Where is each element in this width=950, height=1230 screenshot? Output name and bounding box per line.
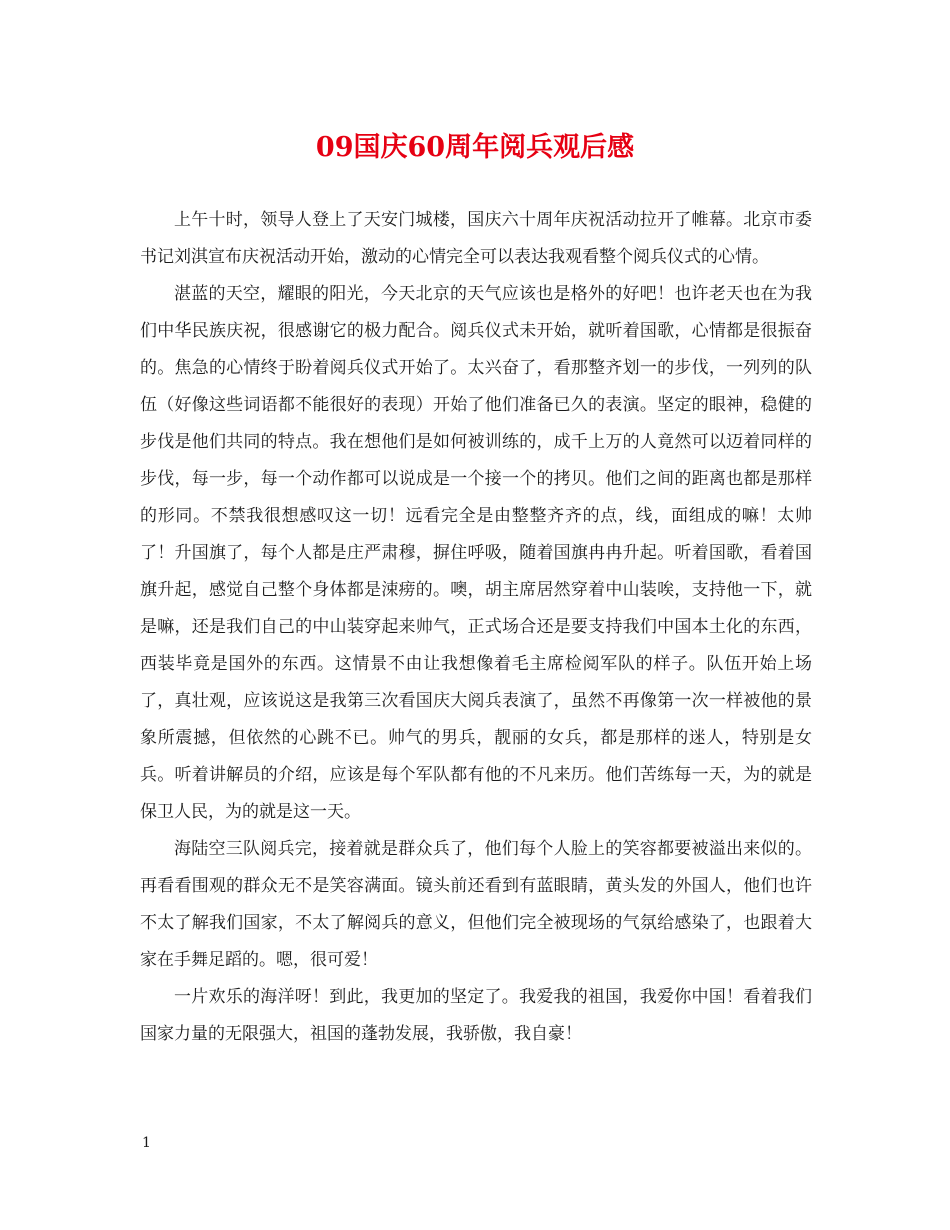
paragraph-2: 湛蓝的天空，耀眼的阳光，今天北京的天气应该也是格外的好吧！也许老天也在为我们中华民族庆祝，很感谢它的极力配合。阅兵仪式未开始，就听着国歌，心情都是很振奋的。焦急的心情终于盼着阅兵仪式开始了。太兴奋了，看那整齐划一的步伐，一列列的队伍（好像这些词语都不能很好的表现）开始了他们准备已久的表演。坚定的眼神，稳健的步伐是他们共同的特点。我在想他们是如何被训练的，成千上万的人竟然可以迈着同样的步伐，每一步，每一个动作都可以说成是一个接一个的拷贝。他们之间的距离也都是那样的形同。不禁我很想感叹这一切！远看完全是由整整齐齐的点，线，面组成的嘛！太帅了！升国旗了，每个人都是庄严肃穆，摒住呼吸，随着国旗冉冉升起。听着国歌，看着国旗升起，感觉自己整个身体都是涑痨的。噢，胡主席居然穿着中山装唉，支持他一下，就是嘛，还是我们自己的中山装穿起来帅气，正式场合还是要支持我们中国本土化的东西，西装毕竟是国外的东西。这情景不由让我想像着毛主席检阅军队的样子。队伍开始上场了，真壮观，应该说这是我第三次看国庆大阅兵表演了，虽然不再像第一次一样被他的景象所震撼，但依然的心跳不已。帅气的男兵，靓丽的女兵，都是那样的迷人，特别是女兵。听着讲解员的介绍，应该是每个军队都有他的不凡来历。他们苦练每一天，为的就是保卫人民，为的就是这一天。 xyxy=(140,284,812,822)
document-body xyxy=(140,202,812,1053)
paragraph-4: 一片欢乐的海洋呀！到此，我更加的坚定了。我爱我的祖国，我爱你中国！看着我们国家力量的无限强大，祖国的蓬勃发展，我骄傲，我自豪！ xyxy=(140,987,812,1044)
paragraph-3: 海陆空三队阅兵完，接着就是群众兵了，他们每个人脸上的笑容都要被溢出来似的。再看看围观的群众无不是笑容满面。镜头前还看到有蓝眼睛，黄头发的外国人，他们也许不太了解我们国家，不太了解阅兵的意义，但他们完全被现场的气氛给感染了，也跟着大家在手舞足蹈的。嗯，很可爱！ xyxy=(140,839,812,970)
paragraph-1: 上午十时，领导人登上了天安门城楼，国庆六十周年庆祝活动拉开了帷幕。北京市委书记刘淇宣布庆祝活动开始，激动的心情完全可以表达我观看整个阅兵仪式的心情。 xyxy=(140,210,812,267)
page-number: 1 xyxy=(142,1135,151,1151)
document-title: 09国庆60周年阅兵观后感 xyxy=(315,132,635,163)
